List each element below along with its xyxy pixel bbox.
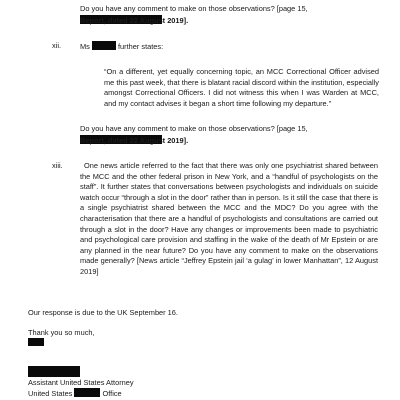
- signer-title: Assistant United States Attorney: [28, 378, 134, 387]
- report-reference-1: Report, dated 22 August 2019].: [80, 16, 189, 25]
- ms-label: Ms: [80, 42, 90, 51]
- redaction: [92, 41, 116, 50]
- item-xii-quote: “On a different, yet equally concerning topic, an MCC Correctional Officer advised me this past week, that there is blatant racial discord within the institution, especially amongst Correctional Officers. I did not witness this when I was Warden at MCC, and my contact advises it began a short time following my departure.”: [104, 67, 379, 108]
- response-due: Our response is due to the UK September 16.: [28, 308, 178, 317]
- item-xii-intro: [80, 41, 163, 53]
- thanks-line: Thank you so much,: [28, 328, 95, 337]
- item-xii-number: xii.: [52, 41, 62, 50]
- item-xiii-number: xiii.: [52, 161, 63, 170]
- signer-office: [28, 388, 122, 400]
- redaction: [74, 388, 100, 397]
- signature-redaction: [28, 338, 44, 346]
- comment-question-text: Do you have any comment to make on those observations? [page 15,: [80, 4, 308, 13]
- item-xiii-text: One news article referred to the fact that there was only one psychiatrist shared between the MCC and the other federal prison in New York, and a “handful of psychologists on the staff”. It further states that conversations between psychologists and individuals on suicide watch occur “through a slot in the door” rather than in person. Is it still the case that there is a single psychiatrist shared between the MCC and the MDC? Do you agree with the characterisation that there are a handful of psychologists and consultations are carried out through a slot in the door? Have any changes or improvements been made to psychiatric and psychological care provision and staffing in the wake of the death of Mr Epstein or are any planned in the near future? Do you have any comment to make on the observations made generally? [News article “Jeffrey Epstein jail ‘a gulag’ in lower Manhattan”, 12 August 2019]: [80, 161, 378, 276]
- office-suffix: Office: [102, 389, 122, 398]
- further-states-label: further states:: [117, 42, 164, 51]
- comment-question-text: Do you have any comment to make on those observations? [page 15,: [80, 124, 308, 133]
- report-reference-2: Report, dated 22 August 2019].: [80, 136, 189, 145]
- office-prefix: United States: [28, 389, 73, 398]
- name-redaction: [28, 366, 80, 377]
